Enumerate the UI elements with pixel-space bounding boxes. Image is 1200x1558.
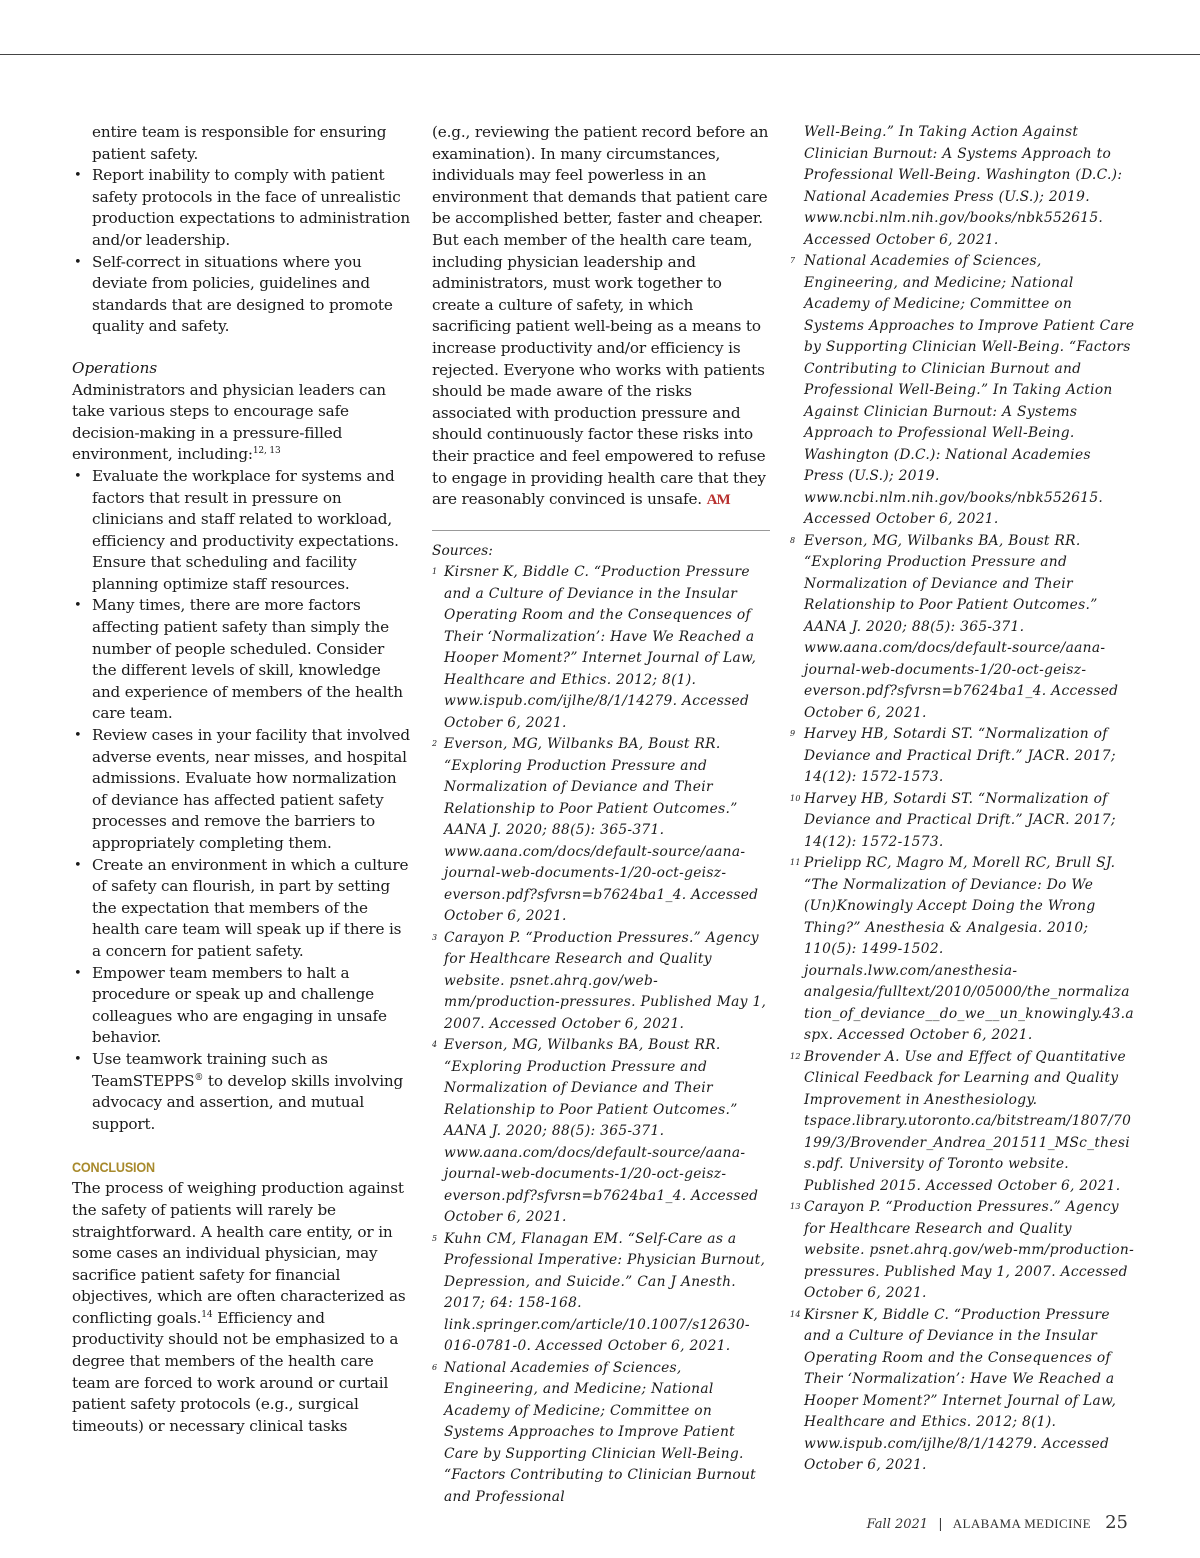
reference-list [432,562,770,1508]
list-item: • Create an environment in which a culture of safety can flourish, in part by setting the expectation that members of the health care team will speak up if there is a concern for patient safety. [72,855,412,963]
list-item: • Report inability to comply with patient safety protocols in the face of unrealistic production expectations to administration and/or leadership. [72,165,412,251]
reference-item: 1 Kirsner K, Biddle C. “Production Pressure and a Culture of Deviance in the Insular Operating Room and the Consequences of Their ‘Normalization’: Have We Reached a Hooper Moment?” Internet Journal of Law, Healthcare and Ethics. 2012; 8(1). www.ispub.com/ijlhe/8/1/14279. Accessed October 6, 2021. [432,564,757,731]
citation: 14 [201,1309,213,1320]
operations-heading: Operations [72,358,158,377]
reference-item: 14 Kirsner K, Biddle C. “Production Pressure and a Culture of Deviance in the Insular Operating Room and the Consequences of Their ‘Normalization’: Have We Reached a Hooper Moment?” Internet Journal of Law, Healthcare and Ethics. 2012; 8(1). www.ispub.com/ijlhe/8/1/14279. Accessed October 6, 2021. [790,1306,1117,1473]
sources-label: Sources: [432,542,493,559]
list-item: • Evaluate the workplace for systems and factors that result in pressure on clinicians and staff related to workload, efficiency and productivity expectations. Ensure that scheduling and facility planning optimize staff resources. [72,466,412,596]
bullet-list-a [72,165,412,338]
column-1 [72,122,412,1437]
sources-divider [432,530,770,531]
page-number: 25 [1105,1512,1128,1533]
column-2 [432,122,770,1508]
reference-continued: Well-Being.” In Taking Action Against Clinician Burnout: A Systems Approach to Professional Well-Being. Washington (D.C.): National Academies Press (U.S.); 2019. www.ncbi.nlm.nih.gov/books/nbk552615. Accessed October 6, 2021. [804,124,1123,248]
continued-text: entire team is responsible for ensuring patient safety. [92,123,387,163]
reference-item: 6 National Academies of Sciences, Engineering, and Medicine; National Academy of Medicine; Committee on Systems Approaches to Improve Patient Care by Supporting Clinician Well-Being. “Factors Contributing to Clinician Burnout and Professional [432,1359,757,1505]
reference-item: 5 Kuhn CM, Flanagan EM. “Self-Care as a Professional Imperative: Physician Burnout, Depression, and Suicide.” Can J Anesth. 2017; 64: 158-168. link.springer.com/article/10.1007/s12630-016-0781-0. Accessed October 6, 2021. [432,1230,766,1355]
reference-item: 11 Prielipp RC, Magro M, Morell RC, Brull SJ. “The Normalization of Deviance: Do We (Un)Knowingly Accept Doing the Wrong Thing?” Anesthesia & Analgesia. 2010; 110(5): 1499-1502. journals.lww.com/anesthesia-analgesia/fulltext/2010/05000/the_normalization_of_deviance__do_we__un_knowingly.43.aspx. Accessed October 6, 2021. [790,855,1134,1043]
reference-item: 13 Carayon P. “Production Pressures.” Agency for Healthcare Research and Quality website. psnet.ahrq.gov/web-mm/production-pressures. Published May 1, 2007. Accessed October 6, 2021. [790,1199,1135,1301]
reference-item: 2 Everson, MG, Wilbanks BA, Boust RR. “Exploring Production Pressure and Normalization of Deviance and Their Relationship to Poor Patient Outcomes.” AANA J. 2020; 88(5): 365-371. www.aana.com/docs/default-source/aana-journal-web-documents-1/20-oct-geisz-everson.pdf?sfvrsn=b7624ba1_4. Accessed October 6, 2021. [432,736,759,925]
list-item: • Use teamwork training such as TeamSTEPPS® to develop skills involving advocacy and assertion, and mutual support. [72,1049,412,1135]
body-paragraph: (e.g., reviewing the patient record before an examination). In many circumstances, individuals may feel powerless in an environment that demands that patient care be accomplished better, faster and cheaper. But each member of the health care team, including physician leadership and administrators, must work together to create a culture of safety, in which sacrificing patient well-being as a means to increase productivity and/or efficiency is rejected. Everyone who works with patients should be made aware of the risks associated with production pressure and should continuously factor these risks into their practice and feel empowered to refuse to engage in providing health care that they are reasonably convinced is unsafe. AM [432,123,769,509]
bullet-list-b [72,466,412,1135]
column-3 [790,122,1135,1477]
top-rule [0,54,1200,55]
footer-separator: | [938,1517,943,1532]
conclusion-text: The process of weighing production against the safety of patients will rarely be straightforward. A health care entity, or in some cases an individual physician, may sacrifice patient safety for financial objectives, which are often characterized as conflicting goals.$^{14}$ Efficiency and productivity should not be emphasized to a degree that members of the health care team are forced to work around or curtail patient safety protocols (e.g., surgical timeouts) or necessary clinical tasks [72,1179,406,1435]
reference-item: 8 Everson, MG, Wilbanks BA, Boust RR. “Exploring Production Pressure and Normalization of Deviance and Their Relationship to Poor Patient Outcomes.” AANA J. 2020; 88(5): 365-371. www.aana.com/docs/default-source/aana-journal-web-documents-1/20-oct-geisz-everson.pdf?sfvrsn=b7624ba1_4. Accessed October 6, 2021. [790,532,1119,721]
list-item: • Self-correct in situations where you deviate from policies, guidelines and standards that are designed to promote quality and safety. [72,252,412,338]
operations-intro: Administrators and physician leaders can take various steps to encourage safe decision-making in a pressure-filled environment, including:$^{12, 13}$ [72,380,386,464]
list-item: • Empower team members to halt a procedure or speak up and challenge colleagues who are engaging in unsafe behavior. [72,963,412,1049]
reference-item: 9 Harvey HB, Sotardi ST. “Normalization of Deviance and Practical Drift.” JACR. 2017; 14(12): 1572-1573. [790,726,1116,785]
conclusion-heading: CONCLUSION [72,1159,155,1176]
publication-name: ALABAMA MEDICINE [952,1516,1091,1531]
reference-item: 7 National Academies of Sciences, Engineering, and Medicine; National Academy of Medicine; Committee on Systems Approaches to Improve Patient Care by Supporting Clinician Well-Being. “Factors Contributing to Clinician Burnout and Professional Well-Being.” In Taking Action Against Clinician Burnout: A Systems Approach to Professional Well-Being. Washington (D.C.): National Academies Press (U.S.); 2019. www.ncbi.nlm.nih.gov/books/nbk552615. Accessed October 6, 2021. [790,253,1135,527]
list-item: • Many times, there are more factors affecting patient safety than simply the number of people scheduled. Consider the different levels of skill, knowledge and experience of members of the health care team. [72,595,412,725]
reference-item: 4 Everson, MG, Wilbanks BA, Boust RR. “Exploring Production Pressure and Normalization of Deviance and Their Relationship to Poor Patient Outcomes.” AANA J. 2020; 88(5): 365-371. www.aana.com/docs/default-source/aana-journal-web-documents-1/20-oct-geisz-everson.pdf?sfvrsn=b7624ba1_4. Accessed October 6, 2021. [432,1037,759,1226]
page-footer [867,1512,1128,1533]
reference-list [790,251,1135,1477]
list-item: • Review cases in your facility that involved adverse events, near misses, and hospital admissions. Evaluate how normalization of deviance has affected patient safety processes and remove the barriers to appropriately completing them. [72,725,412,855]
citation: 12, 13 [252,446,281,457]
am-logo-icon: AM [706,492,730,509]
issue-label: Fall 2021 [866,1517,929,1532]
reference-item: 12 Brovender A. Use and Effect of Quantitative Clinical Feedback for Learning and Quality Improvement in Anesthesiology. tspace.library.utoronto.ca/bitstream/1807/70199/3/Brovender_Andrea_201511_MSc_thesis.pdf. University of Toronto website. Published 2015. Accessed October 6, 2021. [790,1048,1132,1194]
reference-item: 10 Harvey HB, Sotardi ST. “Normalization of Deviance and Practical Drift.” JACR. 2017; 14(12): 1572-1573. [790,790,1116,850]
reference-item: 3 Carayon P. “Production Pressures.” Agency for Healthcare Research and Quality website. psnet.ahrq.gov/web-mm/production-pressures. Published May 1, 2007. Accessed October 6, 2021. [432,929,767,1032]
